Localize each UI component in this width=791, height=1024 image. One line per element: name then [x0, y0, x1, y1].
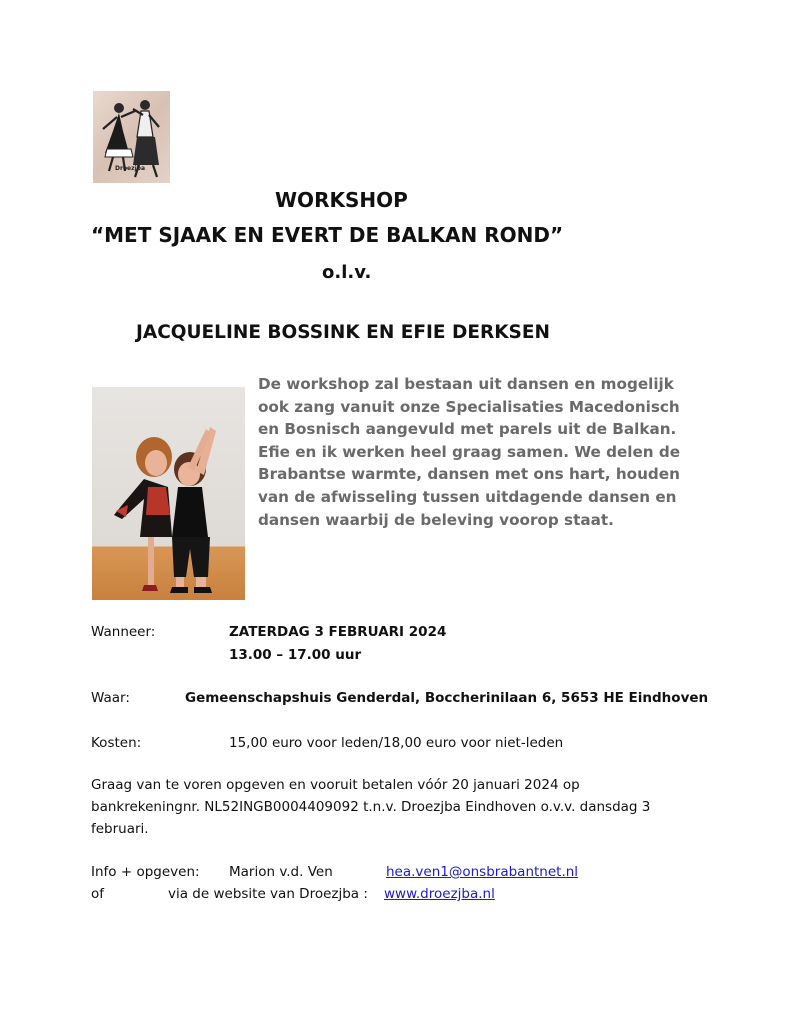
intro-line: De workshop zal bestaan uit dansen en mogelijk	[258, 375, 674, 393]
website-link[interactable]: www.droezjba.nl	[384, 886, 495, 902]
contact-name: Marion v.d. Ven	[229, 864, 333, 880]
title-teachers: JACQUELINE BOSSINK EN EFIE DERKSEN	[136, 322, 551, 343]
when-label: Wanneer:	[91, 624, 156, 640]
dancing-women-photo-icon	[92, 387, 245, 600]
email-link[interactable]: hea.ven1@onsbrabantnet.nl	[386, 864, 579, 880]
intro-line: van de afwisseling tussen uitdagende dansen en	[258, 487, 677, 506]
intro-paragraph	[258, 373, 718, 531]
when-date: ZATERDAG 3 FEBRUARI 2024	[229, 624, 447, 640]
website-text: via de website van Droezjba :	[168, 886, 368, 902]
where-value: Gemeenschapshuis Genderdal, Boccherinilaan 6, 5653 HE Eindhoven	[185, 690, 709, 706]
info-label: Info + opgeven:	[91, 864, 200, 880]
logo-caption: Droezjba	[115, 165, 146, 172]
teachers-photo	[92, 387, 245, 600]
intro-line: dansen waarbij de beleving voorop staat.	[258, 510, 614, 529]
payment-line: februari.	[91, 821, 149, 837]
intro-line: Efie en ik werken heel graag samen. We delen de	[258, 442, 681, 461]
title-olv: o.l.v.	[322, 262, 372, 283]
intro-line: ook zang vanuit onze Specialisaties Macedonisch	[258, 397, 680, 416]
cost-label: Kosten:	[91, 735, 142, 751]
title-main: “MET SJAAK EN EVERT DE BALKAN ROND”	[91, 223, 564, 247]
payment-line: bankrekeningnr. NL52INGB0004409092 t.n.v. Droezjba Eindhoven o.v.v. dansdag 3	[91, 799, 651, 815]
payment-paragraph	[91, 774, 650, 840]
droezjba-logo	[93, 91, 170, 183]
where-label: Waar:	[91, 690, 130, 706]
title-workshop: WORKSHOP	[275, 188, 408, 212]
payment-line: Graag van te voren opgeven en vooruit betalen vóór 20 januari 2024 op	[91, 777, 580, 793]
intro-line: en Bosnisch aangevuld met parels uit de Balkan.	[258, 420, 677, 439]
cost-value: 15,00 euro voor leden/18,00 euro voor niet-leden	[229, 735, 564, 751]
when-time: 13.00 – 17.00 uur	[229, 647, 362, 663]
intro-line: Brabantse warmte, dansen met ons hart, houden	[258, 465, 680, 484]
or-label: of	[91, 886, 105, 902]
